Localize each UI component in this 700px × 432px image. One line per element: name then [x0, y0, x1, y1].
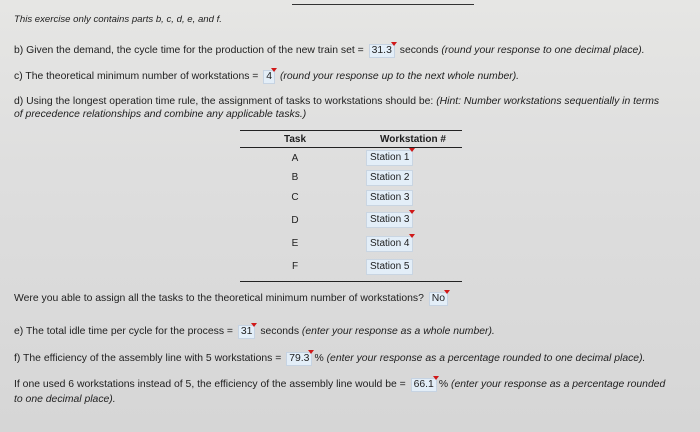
cycle-time-input[interactable]: 31.3: [369, 44, 395, 58]
station-select-b[interactable]: Station 2: [366, 170, 413, 186]
header-task: Task: [283, 133, 307, 145]
part-g-note2: to one decimal place).: [14, 394, 116, 405]
header-workstation: Workstation #: [380, 133, 446, 145]
station-select-f[interactable]: Station 5: [366, 259, 413, 275]
assign-answer-select[interactable]: No: [429, 292, 448, 306]
efficiency-6-input[interactable]: 66.1: [411, 378, 437, 392]
table-header: [240, 130, 462, 148]
table-row: [240, 148, 462, 168]
part-f-note: (enter your response as a percentage rounded to one decimal place).: [326, 353, 646, 364]
station-select-c[interactable]: Station 3: [366, 190, 413, 206]
task-label: F: [291, 261, 299, 272]
station-select-d[interactable]: Station 3: [366, 212, 413, 228]
table-row: [240, 255, 462, 278]
part-f: [14, 352, 645, 366]
part-d-line1: [14, 96, 659, 107]
assign-question-text: Were you able to assign all the tasks to the theoretical minimum number of workstations?: [14, 293, 424, 304]
part-b-note: (round your response to one decimal place).: [441, 45, 645, 56]
idle-time-input[interactable]: 31: [238, 325, 256, 339]
task-label: B: [291, 172, 299, 183]
assignment-table: [240, 130, 462, 282]
part-e: [14, 325, 495, 339]
part-f-prefix: f) The efficiency of the assembly line with 5 workstations =: [14, 353, 282, 364]
part-b-prefix: b) Given the demand, the cycle time for the production of the new train set =: [14, 45, 364, 56]
part-f-unit: %: [314, 353, 324, 364]
table-row: [240, 208, 462, 232]
min-workstations-input[interactable]: 4: [263, 70, 275, 84]
part-b-unit: seconds: [399, 45, 439, 56]
station-select-e[interactable]: Station 4: [366, 236, 413, 252]
part-g-prefix: If one used 6 workstations instead of 5, the efficiency of the assembly line would be =: [14, 379, 406, 390]
part-e-note: (enter your response as a whole number).: [301, 326, 495, 337]
part-b: [14, 44, 645, 58]
efficiency-5-input[interactable]: 79.3: [286, 352, 312, 366]
station-select-a[interactable]: Station 1: [366, 150, 413, 166]
part-e-unit: seconds: [260, 326, 300, 337]
part-d-hint2: of precedence relationships and combine any applicable tasks.): [14, 109, 307, 120]
top-divider: [292, 4, 474, 5]
table-row: [240, 232, 462, 255]
assign-question: [14, 292, 450, 306]
task-label: E: [291, 238, 299, 249]
task-label: D: [291, 214, 299, 226]
part-d-hint1: (Hint: Number workstations sequentially in terms: [436, 96, 660, 107]
part-e-prefix: e) The total idle time per cycle for the process =: [14, 326, 233, 337]
part-c-prefix: c) The theoretical minimum number of workstations =: [14, 71, 259, 82]
intro-text: This exercise only contains parts b, c, d, e, and f.: [14, 14, 222, 25]
part-c: [14, 70, 519, 84]
part-d-text: d) Using the longest operation time rule, the assignment of tasks to workstations should be:: [14, 96, 434, 107]
table-row: [240, 187, 462, 208]
table-row: [240, 168, 462, 187]
part-g: [14, 378, 665, 392]
table-bottom-rule: [240, 281, 462, 282]
task-label: C: [291, 192, 299, 203]
part-c-note: (round your response up to the next whole number).: [279, 71, 520, 82]
part-g-note1: (enter your response as a percentage rounded: [450, 379, 666, 390]
task-label: A: [291, 152, 299, 164]
part-g-unit: %: [438, 379, 449, 390]
